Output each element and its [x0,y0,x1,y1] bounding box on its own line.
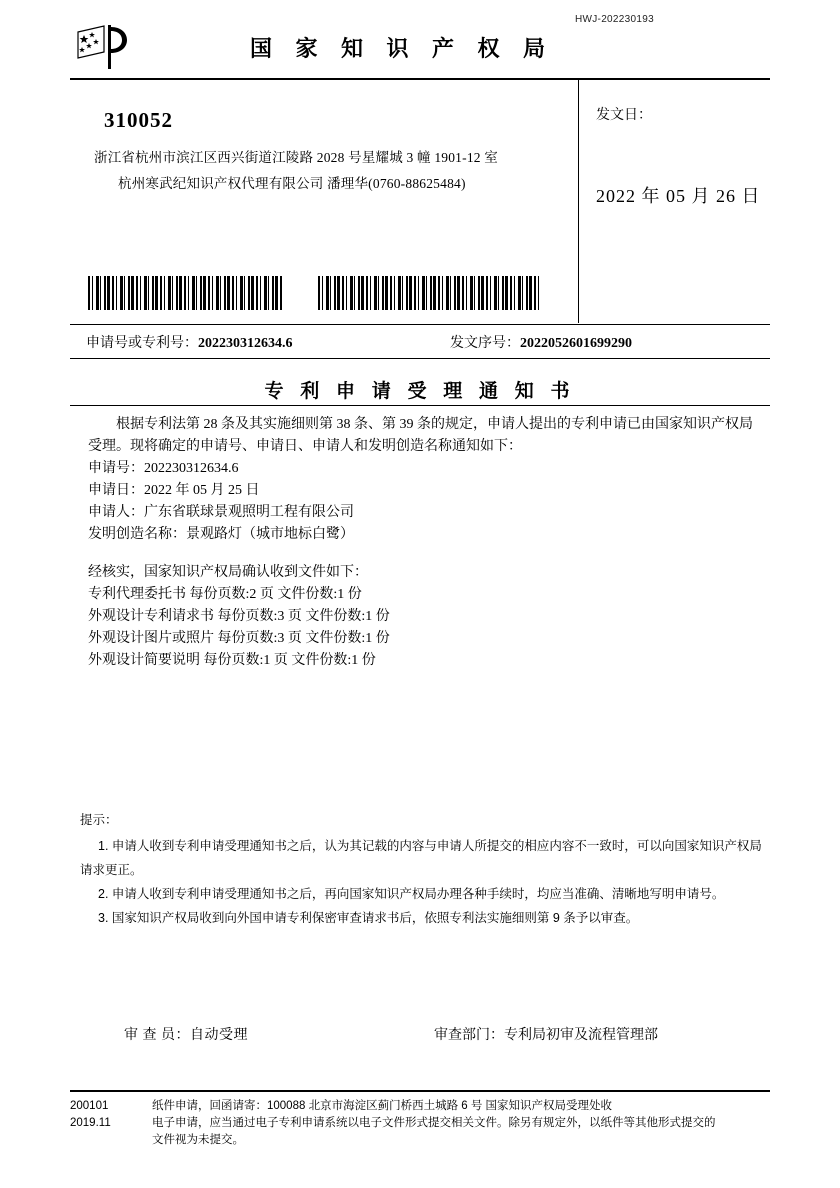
department-value: 专利局初审及流程管理部 [504,1028,658,1043]
received-documents-heading: 经核实，国家知识产权局确认收到文件如下： [88,565,368,580]
organization-title: 国 家 知 识 产 权 局 [250,36,555,61]
national-emblem-icon [70,22,132,72]
footer-text [152,1098,772,1149]
tips-section [80,808,770,930]
field-invention-title: 发明创造名称：景观路灯（城市地标白鹭） [88,527,354,542]
serial-number-value: 2022052601699290 [520,336,632,351]
postcode: 310052 [104,108,173,132]
application-number-value: 202230312634.6 [198,336,293,351]
footer-codes [70,1098,150,1132]
tip-item-3: 3. 国家知识产权局收到向外国申请专利保密审查请求书后，依照专利法实施细则第 9 条予以审查。 [98,911,639,925]
address-line-2: 杭州寒武纪知识产权代理有限公司 潘理华(0760-88625484) [118,176,466,191]
barcode-stripes [318,276,540,310]
application-number-field [86,332,293,352]
numbers-divider-bottom [70,358,770,359]
tip-item-1: 1. 申请人收到专利申请受理通知书之后，认为其记载的内容与申请人所提交的相应内容不一致时，可以向国家知识产权局 [98,839,762,853]
field-application-number: 申请号：202230312634.6 [88,461,239,476]
footer-divider [70,1090,770,1092]
field-application-date: 申请日：2022 年 05 月 25 日 [88,483,260,498]
serial-number-label: 发文序号： [450,336,520,351]
tip-item-2: 2. 申请人收到专利申请受理通知书之后，再向国家知识产权局办理各种手续时，均应当准确、清晰地写明申请号。 [98,887,725,901]
document-code: HWJ-202230193 [575,14,654,25]
tips-heading: 提示： [80,813,118,827]
page-title: 专 利 申 请 受 理 通 知 书 [264,381,576,402]
footer-line-2: 电子申请，应当通过电子专利申请系统以电子文件形式提交相关文件。除另有规定外，以纸件等其他形式提交的 [152,1117,716,1129]
footer-line-1: 纸件申请，回函请寄：100088 北京市海淀区蓟门桥西土城路 6 号 国家知识产权局受理处收 [152,1100,613,1112]
received-document-item: 外观设计专利请求书 每份页数:3 页 文件份数:1 份 [88,609,390,624]
address-line-1: 浙江省杭州市滨江区西兴街道江陵路 2028 号星耀城 3 幢 1901-12 室 [94,150,498,165]
title-divider [70,405,770,406]
received-document-item: 外观设计图片或照片 每份页数:3 页 文件份数:1 份 [88,631,390,646]
application-number-label: 申请号或专利号： [86,336,198,351]
footer-code-1: 200101 [70,1100,109,1112]
issue-date-value: 2022 年 05 月 26 日 [596,186,761,206]
footer-code-2: 2019.11 [70,1117,111,1129]
department-field [434,1024,658,1044]
serial-number-field [450,332,632,352]
examiner-field [124,1024,248,1044]
body-spacer [88,546,764,562]
examiner-value: 自动受理 [190,1028,248,1043]
tip-item-1-continued: 请求更正。 [80,863,143,877]
barcode-serial-number [318,276,540,310]
numbers-divider-top [70,324,770,325]
received-document-item: 外观设计简要说明 每份页数:1 页 文件份数:1 份 [88,653,376,668]
barcode-application-number [88,276,284,310]
footer-line-3: 文件视为未提交。 [152,1134,244,1146]
barcode-stripes [88,276,284,310]
document-body [88,414,764,672]
issue-date-label: 发文日： [596,108,652,123]
document-header [70,22,770,74]
vertical-divider [578,80,579,323]
field-applicant: 申请人：广东省联球景观照明工程有限公司 [88,505,354,520]
department-label: 审查部门： [434,1028,504,1043]
examiner-label: 审 查 员： [124,1028,190,1043]
body-paragraph-1: 根据专利法第 28 条及其实施细则第 38 条、第 39 条的规定，申请人提出的专利申请已由国家知识产权局受理。现将确定的申请号、申请日、申请人和发明创造名称通知如下： [88,417,753,454]
received-document-item: 专利代理委托书 每份页数:2 页 文件份数:1 份 [88,587,362,602]
